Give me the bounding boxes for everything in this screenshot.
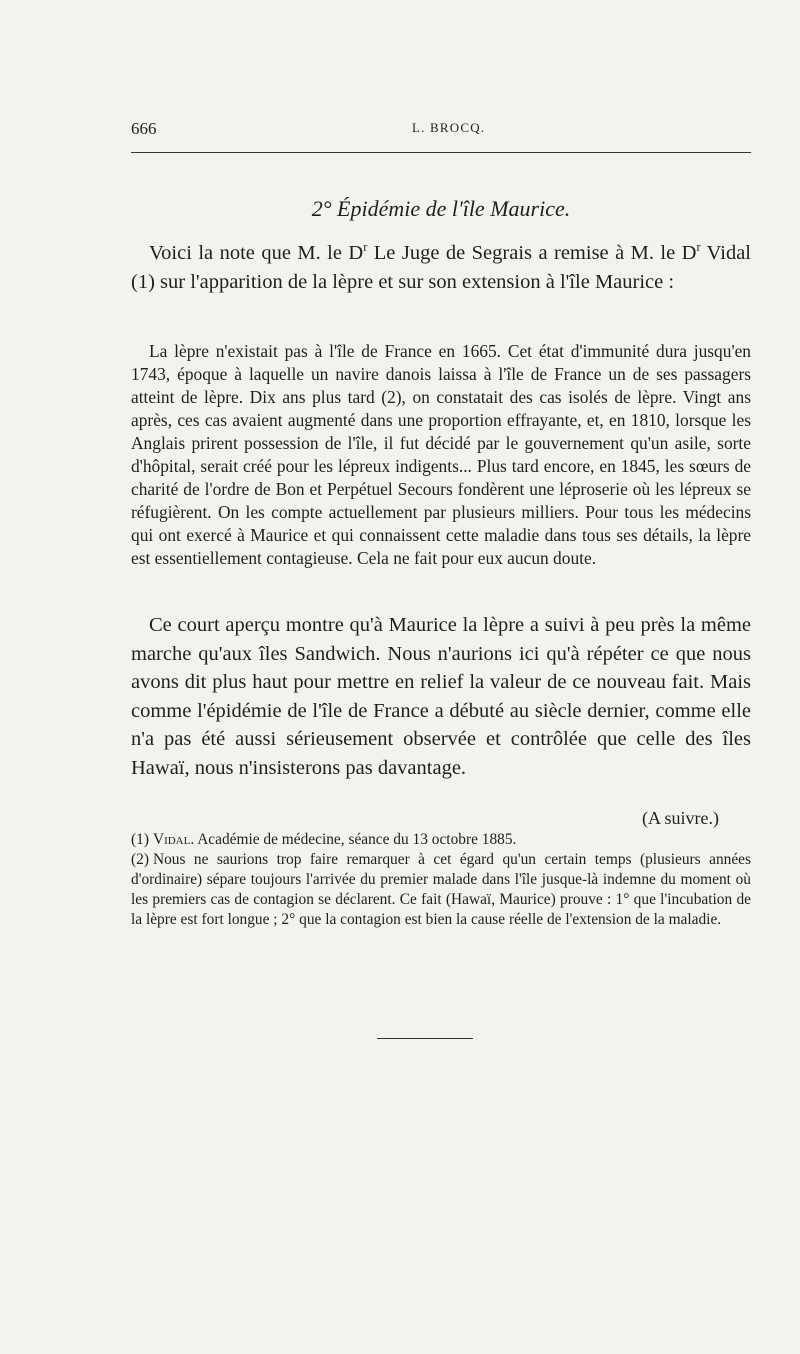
continued-notice: (A suivre.) [642,808,719,828]
intro-text-2: Le Juge de Segrais a remise à M. le D [367,242,697,264]
footnote-text: Nous ne saurions trop faire remarquer à cet égard qu'un certain temps (plusieurs années d'ordinaire) sépare toujours l'arrivée du premier malade dans l'île jusque-là indemne du moment où les premiers cas de contagion se déclarent. Ce fait (Hawaï, Maurice) prouve : 1° que l'incubation de la lèpre est fort longue ; 2° que la contagion est bien la cause réelle de l'extension de la maladie. [131,851,751,928]
footnote-mark: (1) [131,831,149,848]
footnote-author: Vidal [152,831,191,848]
intro-superscript-1: r [363,240,368,255]
footnote [131,830,751,850]
footnote [131,850,751,930]
intro-text-3: Vidal (1) sur l'apparition de la lèpre et sur son extension à l'île Maurice : [131,242,751,293]
footnotes [131,830,751,930]
intro-paragraph [131,239,751,296]
page-header [131,119,750,139]
intro-superscript-2: r [696,240,701,255]
footnote-mark: (2) [131,851,149,868]
header-rule [131,152,751,153]
quoted-note: La lèpre n'existait pas à l'île de France en 1665. Cet état d'immunité dura jusqu'en 1743, époque à laquelle un navire danois laissa à l'île de France un de ses passagers atteint de lèpre. Dix ans plus tard (2), on constatait des cas isolés de lèpre. Vingt ans après, ces cas avaient augmenté dans une proportion effrayante, et, en 1810, lorsque les Anglais prirent possession de l'île, il fut décidé par le gouvernement qu'un asile, sorte d'hôpital, serait créé pour les lépreux indigents... Plus tard encore, en 1845, les sœurs de charité de l'ordre de Bon et Perpétuel Secours fondèrent une léproserie où les lépreux se réfugièrent. On les compte actuellement par plusieurs milliers. Pour tous les médecins qui ont exercé à Maurice et qui connaissent cette maladie dans tous ses détails, la lèpre est essentiellement contagieuse. Cela ne fait pour eux aucun doute. [131,341,751,568]
page-number: 666 [131,119,157,138]
running-head: L. BROCQ. [412,120,486,135]
summary-paragraph: Ce court aperçu montre qu'à Maurice la lèpre a suivi à peu près la même marche qu'aux îles Sandwich. Nous n'aurions ici qu'à répéter ce que nous avons dit plus haut pour mettre en relief la valeur de ce nouveau fait. Mais comme l'épidémie de l'île de France a débuté au siècle dernier, comme elle n'a pas été aussi sérieusement observée et contrôlée que celle des îles Hawaï, nous n'insisterons pas davantage. [131,614,751,779]
footnote-text: . Académie de médecine, séance du 13 octobre 1885. [190,831,517,848]
section-title: 2° Épidémie de l'île Maurice. [311,196,571,221]
intro-text-1: Voici la note que M. le D [149,242,364,264]
end-rule [377,1038,473,1039]
